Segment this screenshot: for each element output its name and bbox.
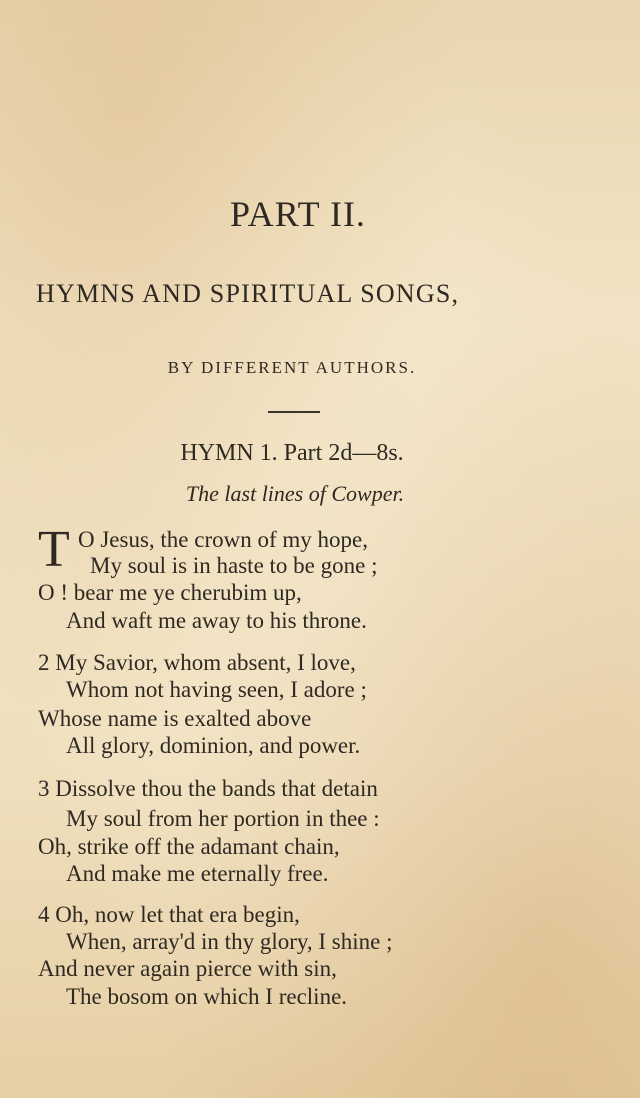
stanza-4-line-2: When, array'd in thy glory, I shine ; <box>66 929 393 954</box>
stanza-3-line-1: 3 Dissolve thou the bands that detain <box>38 776 378 801</box>
divider-rule <box>268 411 320 413</box>
stanza-1-line-1: O Jesus, the crown of my hope, <box>78 527 369 552</box>
stanza-1-line-3: O ! bear me ye cherubim up, <box>38 580 302 605</box>
section-title: HYMNS AND SPIRITUAL SONGS, <box>36 279 460 308</box>
stanza-1-line-2: My soul is in haste to be gone ; <box>90 553 378 578</box>
stanza-2-line-3: Whose name is exalted above <box>38 706 312 731</box>
stanza-4-line-1: 4 Oh, now let that era begin, <box>38 902 300 927</box>
drop-cap: T <box>38 521 70 578</box>
stanza-2-line-1: 2 My Savior, whom absent, I love, <box>38 650 356 675</box>
stanza-1-line-4: And waft me away to his throne. <box>66 608 367 633</box>
hymn-title: HYMN 1. Part 2d—8s. <box>180 440 404 466</box>
stanza-3-line-2: My soul from her portion in thee : <box>66 806 380 831</box>
stanza-4-line-4: The bosom on which I recline. <box>66 984 348 1009</box>
part-title: PART II. <box>230 194 366 234</box>
stanza-3-line-4: And make me eternally free. <box>66 861 329 886</box>
stanza-3-line-3: Oh, strike off the adamant chain, <box>38 834 340 859</box>
authors-line: BY DIFFERENT AUTHORS. <box>167 358 417 377</box>
stanza-2-line-2: Whom not having seen, I adore ; <box>66 677 367 702</box>
stanza-2-line-4: All glory, dominion, and power. <box>66 733 361 758</box>
hymn-subtitle: The last lines of Cowper. <box>185 481 405 506</box>
stanza-4-line-3: And never again pierce with sin, <box>38 956 337 981</box>
